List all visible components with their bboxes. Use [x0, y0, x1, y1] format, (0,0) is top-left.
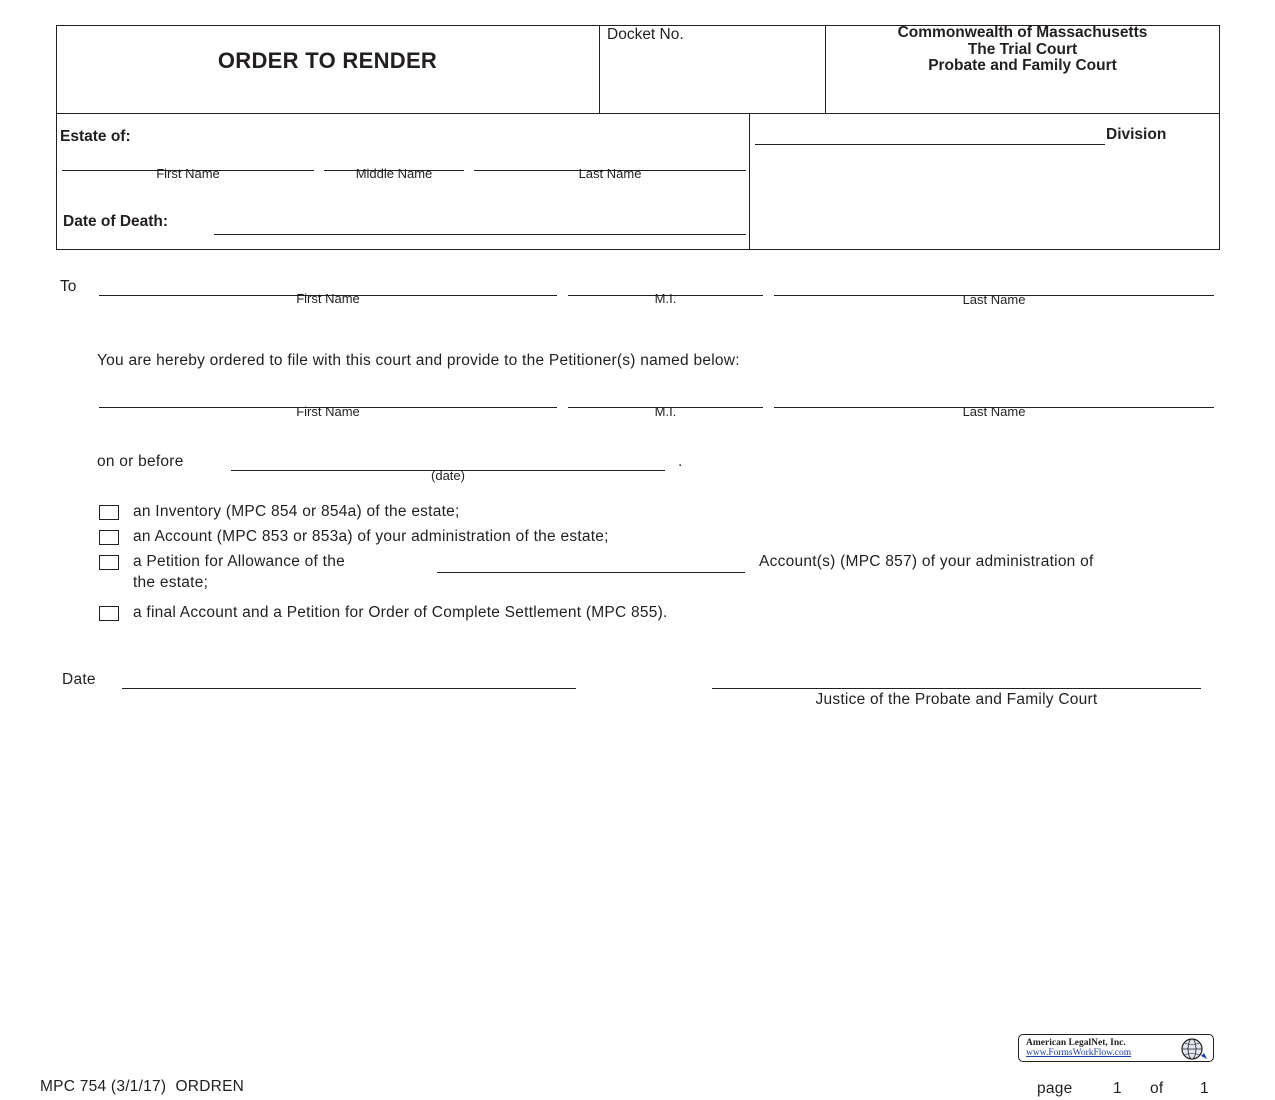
form-title: ORDER TO RENDER: [217, 48, 438, 73]
petitioner-first-name-caption: First Name: [296, 404, 360, 419]
to-last-name-caption: Last Name: [962, 292, 1026, 307]
due-date-period: .: [678, 453, 683, 470]
on-or-before-label: on or before: [97, 453, 184, 470]
petition-option-suffix: Account(s) (MPC 857) of your administration of: [759, 553, 1094, 570]
docket-number-input[interactable]: [607, 52, 819, 70]
logo-company-name: American LegalNet, Inc.: [1026, 1038, 1126, 1048]
due-date-caption: (date): [431, 468, 465, 483]
final-account-option-label: a final Account and a Petition for Order of Complete Settlement (MPC 855).: [133, 604, 668, 621]
division-label: Division: [1106, 126, 1167, 143]
to-label: To: [60, 278, 77, 295]
docket-label: Docket No.: [607, 26, 684, 43]
of-label: of: [1150, 1080, 1164, 1097]
header-divider-1: [599, 25, 600, 114]
american-legalnet-logo: [1018, 1034, 1214, 1062]
division-input[interactable]: [755, 126, 1105, 145]
court-line-3: Probate and Family Court: [928, 57, 1117, 74]
signature-date-label: Date: [62, 671, 96, 688]
final-account-checkbox[interactable]: [99, 606, 119, 621]
estate-divider: [749, 113, 750, 250]
estate-label: Estate of:: [60, 128, 131, 145]
estate-middle-name-caption: Middle Name: [355, 166, 433, 181]
petition-allowance-checkbox[interactable]: [99, 555, 119, 570]
to-mi-caption: M.I.: [654, 291, 677, 306]
petitioner-mi-caption: M.I.: [654, 404, 677, 419]
account-option-label: an Account (MPC 853 or 853a) of your administration of the estate;: [133, 528, 609, 545]
logo-url-link[interactable]: www.FormsWorkFlow.com: [1026, 1048, 1132, 1058]
court-line-2: The Trial Court: [967, 40, 1078, 58]
date-of-death-input[interactable]: [214, 216, 746, 235]
justice-signature-input[interactable]: [712, 670, 1201, 689]
to-first-name-caption: First Name: [296, 291, 360, 306]
account-checkbox[interactable]: [99, 530, 119, 545]
date-of-death-label: Date of Death:: [63, 213, 169, 230]
page-number: 1: [1113, 1080, 1122, 1097]
estate-last-name-caption: Last Name: [578, 166, 642, 181]
page-label: page: [1037, 1080, 1073, 1097]
form-identifier: MPC 754 (3/1/17) ORDREN: [40, 1078, 245, 1095]
justice-caption: Justice of the Probate and Family Court: [815, 691, 1098, 708]
order-instruction: You are hereby ordered to file with this court and provide to the Petitioner(s) named below:: [97, 352, 740, 369]
petitioner-last-name-caption: Last Name: [962, 404, 1026, 419]
inventory-option-label: an Inventory (MPC 854 or 854a) of the estate;: [133, 503, 460, 520]
petition-option-prefix: a Petition for Allowance of the: [133, 553, 345, 570]
court-line-1: Commonwealth of Massachusetts: [897, 24, 1148, 41]
signature-date-input[interactable]: [122, 670, 576, 689]
account-ordinal-input[interactable]: [437, 554, 745, 573]
estate-first-name-caption: First Name: [156, 166, 220, 181]
court-name: [826, 25, 1219, 75]
total-pages: 1: [1200, 1080, 1209, 1097]
petition-option-continuation: the estate;: [133, 574, 209, 591]
inventory-checkbox[interactable]: [99, 505, 119, 520]
globe-icon: [1174, 1037, 1210, 1061]
